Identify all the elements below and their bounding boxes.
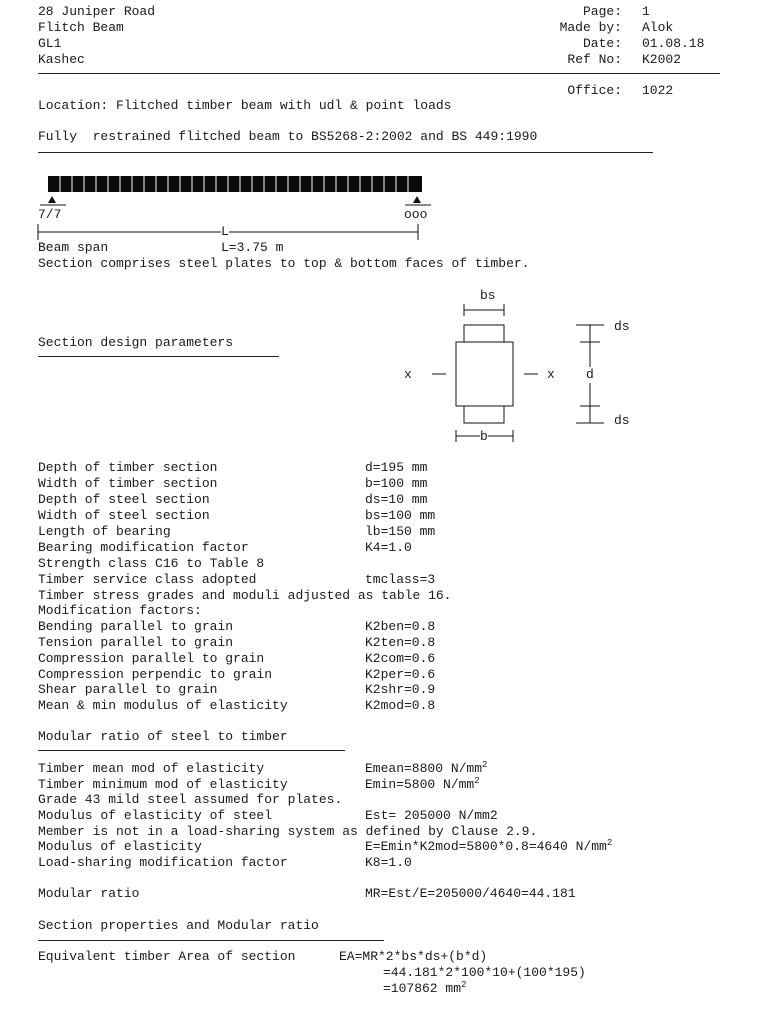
param-value: K4=1.0 (365, 540, 412, 555)
emin-label: Timber minimum mod of elasticity (38, 777, 288, 792)
k8-value: K8=1.0 (365, 855, 412, 870)
param-value: lb=150 mm (365, 524, 436, 539)
est-label: Modulus of elasticity of steel (38, 808, 273, 823)
grid-ref: GL1 (38, 36, 62, 51)
ea-label: Equivalent timber Area of section (38, 949, 296, 964)
date-label: Date: (582, 36, 622, 51)
factor-value: K2mod=0.8 (365, 698, 436, 713)
office-value: 1022 (642, 83, 674, 98)
factor-value: K2shr=0.9 (365, 682, 436, 697)
cross-section (432, 304, 604, 442)
param-label: Depth of steel section (38, 492, 210, 507)
est-value: Est= 205000 N/mm2 (365, 808, 498, 823)
madeby-label: Made by: (559, 20, 622, 35)
factor-label: Compression perpendic to grain (38, 667, 273, 682)
timber-core (456, 342, 513, 406)
param-value: ds=10 mm (365, 492, 428, 507)
modular-heading: Modular ratio of steel to timber (38, 729, 288, 744)
section-note: Section comprises steel plates to top & bottom faces of timber. (38, 256, 530, 271)
address: 28 Juniper Road (38, 4, 156, 19)
x-right-label: x (547, 367, 555, 382)
mod-factors-heading: Modification factors: (38, 603, 202, 618)
top-steel-plate (464, 325, 504, 342)
left-support-label: 7/7 (38, 207, 62, 222)
x-left-label: x (404, 367, 412, 382)
stress-note: Timber stress grades and moduli adjusted as table 16. (38, 588, 452, 603)
ds-top-label: ds (614, 319, 630, 334)
date-value: 01.08.18 (642, 36, 705, 51)
project-name: Flitch Beam (38, 20, 124, 35)
service-class-label: Timber service class adopted (38, 572, 257, 587)
factor-label: Shear parallel to grain (38, 682, 218, 697)
param-label: Width of steel section (38, 508, 210, 523)
factor-label: Bending parallel to grain (38, 619, 234, 634)
page-label: Page: (582, 4, 622, 19)
ref-label: Ref No: (567, 52, 622, 67)
k8-label: Load-sharing modification factor (38, 855, 288, 870)
factor-label: Tension parallel to grain (38, 635, 234, 650)
load-sharing-note: Member is not in a load-sharing system as defined by Clause 2.9. (38, 824, 538, 839)
emean-label: Timber mean mod of elasticity (38, 761, 265, 776)
ref-value: K2002 (642, 52, 682, 67)
ea-result: =107862 $mm^2$ (383, 980, 467, 996)
emin-value: Emin=5800 $N/mm^2$ (365, 776, 480, 792)
ds-bottom-label: ds (614, 413, 630, 428)
param-value: d=195 mm (365, 460, 428, 475)
standard-line: Fully restrained flitched beam to BS5268-2:2002 and BS 449:1990 (38, 129, 538, 144)
right-support-label: ooo (404, 207, 428, 222)
mr-value: MR=Est/E=205000/4640=44.181 (365, 886, 576, 901)
client-name: Kashec (38, 52, 85, 67)
factor-value: K2per=0.6 (365, 667, 436, 682)
span-label: Beam span (38, 240, 109, 255)
factor-value: K2ben=0.8 (365, 619, 436, 634)
office-label: Office: (567, 83, 622, 98)
bottom-steel-plate (464, 406, 504, 423)
page-value: 1 (642, 4, 650, 19)
d-label: d (586, 367, 594, 382)
props-heading: Section properties and Modular ratio (38, 918, 319, 933)
param-label: Length of bearing (38, 524, 171, 539)
factor-label: Mean & min modulus of elasticity (38, 698, 288, 713)
service-class-value: tmclass=3 (365, 572, 436, 587)
param-label: Depth of timber section (38, 460, 218, 475)
udl-load-bar (48, 176, 422, 192)
e-label: Modulus of elasticity (38, 839, 202, 854)
factor-value: K2com=0.6 (365, 651, 436, 666)
emean-value: Emean=8800 $N/mm^2$ (365, 760, 488, 776)
design-heading-underline (38, 356, 279, 357)
span-symbol: L (221, 224, 229, 239)
strength-class: Strength class C16 to Table 8 (38, 556, 265, 571)
steel-grade-note: Grade 43 mild steel assumed for plates. (38, 792, 343, 807)
span-value: L=3.75 m (221, 240, 284, 255)
ea-formula: EA=MR*2*bs*ds+(b*d) (339, 949, 488, 964)
factor-value: K2ten=0.8 (365, 635, 436, 650)
ea-substitution: =44.181*2*100*10+(100*195) (383, 965, 586, 980)
beam-diagram (0, 0, 768, 460)
e-value: E=Emin*K2mod=5800*0.8=4640 $N/mm^2$ (365, 838, 613, 854)
param-value: bs=100 mm (365, 508, 436, 523)
madeby-value: Alok (642, 20, 674, 35)
modular-heading-underline (38, 750, 345, 751)
mr-label: Modular ratio (38, 886, 140, 901)
right-support-triangle (413, 196, 421, 203)
param-value: b=100 mm (365, 476, 428, 491)
factor-label: Compression parallel to grain (38, 651, 265, 666)
bs-label: bs (480, 288, 496, 303)
param-label: Width of timber section (38, 476, 218, 491)
b-label: b (480, 429, 488, 444)
design-heading: Section design parameters (38, 335, 234, 350)
location-line: Location: Flitched timber beam with udl & point loads (38, 98, 452, 113)
props-heading-underline (38, 940, 384, 941)
param-label: Bearing modification factor (38, 540, 249, 555)
left-support-triangle (48, 196, 56, 203)
